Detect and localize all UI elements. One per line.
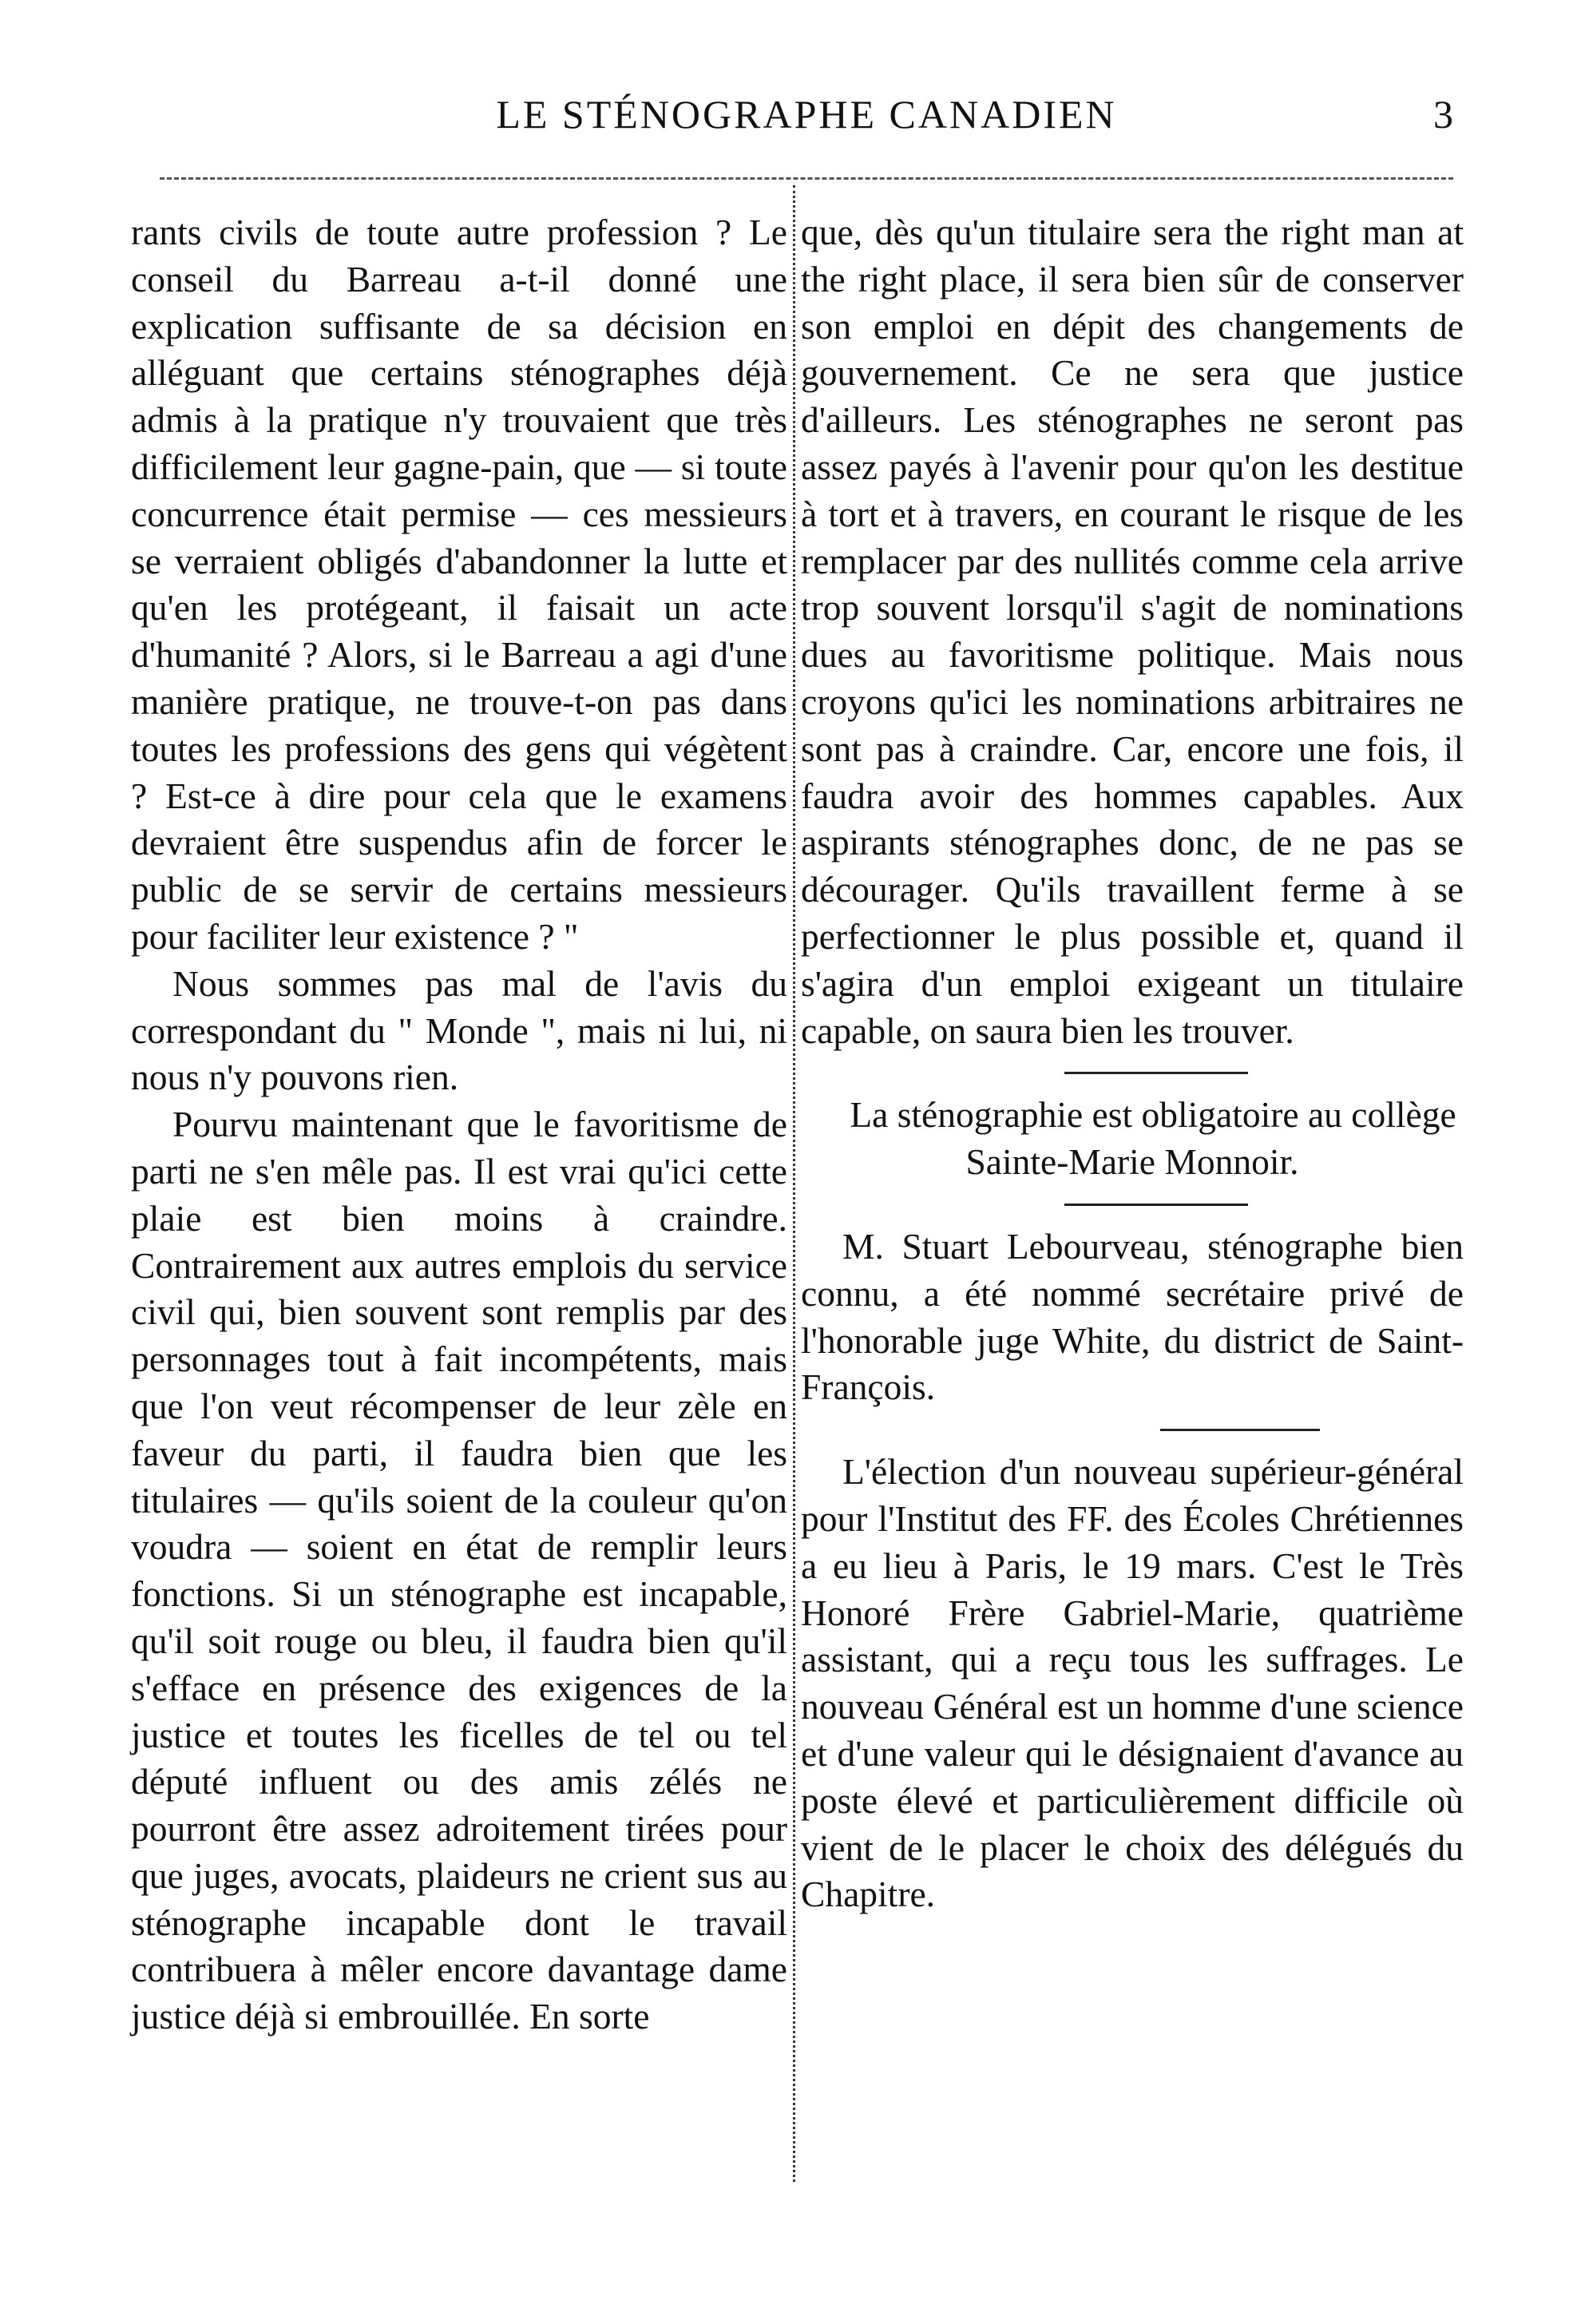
news-item-stenography: La sténographie est obligatoire au collège Sainte-Marie Monnoir. — [850, 1094, 1456, 1183]
page-header — [160, 86, 1453, 142]
news-item-election: L'élection d'un nouveau supérieur-général pour l'Institut des FF. des Écoles Chrétiennes a eu lieu à Paris, le 19 mars. C'est le Très Honoré Frère Gabriel-Marie, quatrième assistant, qui a reçu tous les suffrages. Le nouveau Général est un homme d'une science et d'une valeur qui le désignaient d'avance au poste élevé et particulièrement difficile où vient de le placer le choix des délégués du Chapitre. — [801, 1451, 1464, 1915]
section-separator — [1064, 1204, 1248, 1206]
left-paragraph-2: Nous sommes pas mal de l'avis du correspondant du " Monde ", mais ni lui, ni nous n'y pouvons rien. — [131, 962, 787, 1098]
section-separator — [1160, 1429, 1320, 1431]
running-title: LE STÉNOGRAPHE CANADIEN — [496, 92, 1117, 137]
right-column — [801, 209, 1464, 1918]
left-column — [131, 209, 787, 2040]
news-item-lebourveau: M. Stuart Lebourveau, sténographe bien connu, a été nommé secrétaire privé de l'honorable juge White, du district de Saint-François. — [801, 1225, 1464, 1408]
page-number: 3 — [1433, 92, 1453, 137]
header-rule — [160, 177, 1453, 180]
section-separator — [1064, 1072, 1248, 1074]
column-divider — [793, 185, 795, 2182]
left-paragraph-1: rants civils de toute autre profession ? Le conseil du Barreau a-t-il donné une explication suffisante de sa décision en alléguant que certains sténographes déjà admis à la pratique n'y trouvaient que très difficilement leur gagne-pain, que — si toute concurrence était permise — ces messieurs se verraient obligés d'abandonner la lutte et qu'en les protégeant, il faisait un acte d'humanité ? Alors, si le Barreau a agi d'une manière pratique, ne trouve-t-on pas dans toutes les professions des gens qui végètent ? Est-ce à dire pour cela que le examens devraient être suspendus afin de forcer le public de se servir de certains messieurs pour faciliter leur existence ? " — [131, 212, 787, 957]
left-paragraph-3: Pourvu maintenant que le favoritisme de parti ne s'en mêle pas. Il est vrai qu'ici cette plaie est bien moins à craindre. Contrairement aux autres emplois du service civil qui, bien souvent sont remplis par des personnages tout à fait incompétents, mais que l'on veut récompenser de leur zèle en faveur du parti, il faudra bien que les titulaires — qu'ils soient de la couleur qu'on voudra — soient en état de remplir leurs fonctions. Si un sténographe est incapable, qu'il soit rouge ou bleu, il faudra bien qu'il s'efface en présence des exigences de la justice et toutes les ficelles de tel ou tel député influent ou des amis zélés ne pourront être assez adroitement tirées pour que juges, avocats, plaideurs ne crient sus au sténographe incapable dont le travail contribuera à mêler encore davantage dame justice déjà si embrouillée. En sorte — [131, 1104, 787, 2037]
right-paragraph-1: que, dès qu'un titulaire sera the right man at the right place, il sera bien sûr de conserver son emploi en dépit des changements de gouvernement. Ce ne sera que justice d'ailleurs. Les sténographes ne seront pas assez payés à l'avenir pour qu'on les destitue à tort et à travers, en courant le risque de les remplacer par des nullités comme cela arrive trop souvent lorsqu'il s'agit de nominations dues au favoritisme politique. Mais nous croyons qu'ici les nominations arbitraires ne sont pas à craindre. Car, encore une fois, il faudra avoir des hommes capables. Aux aspirants sténographes donc, de ne pas se décourager. Qu'ils travaillent ferme à se perfectionner le plus possible et, quand il s'agira d'un emploi exigeant un titulaire capable, on saura bien les trouver. — [801, 212, 1464, 1051]
